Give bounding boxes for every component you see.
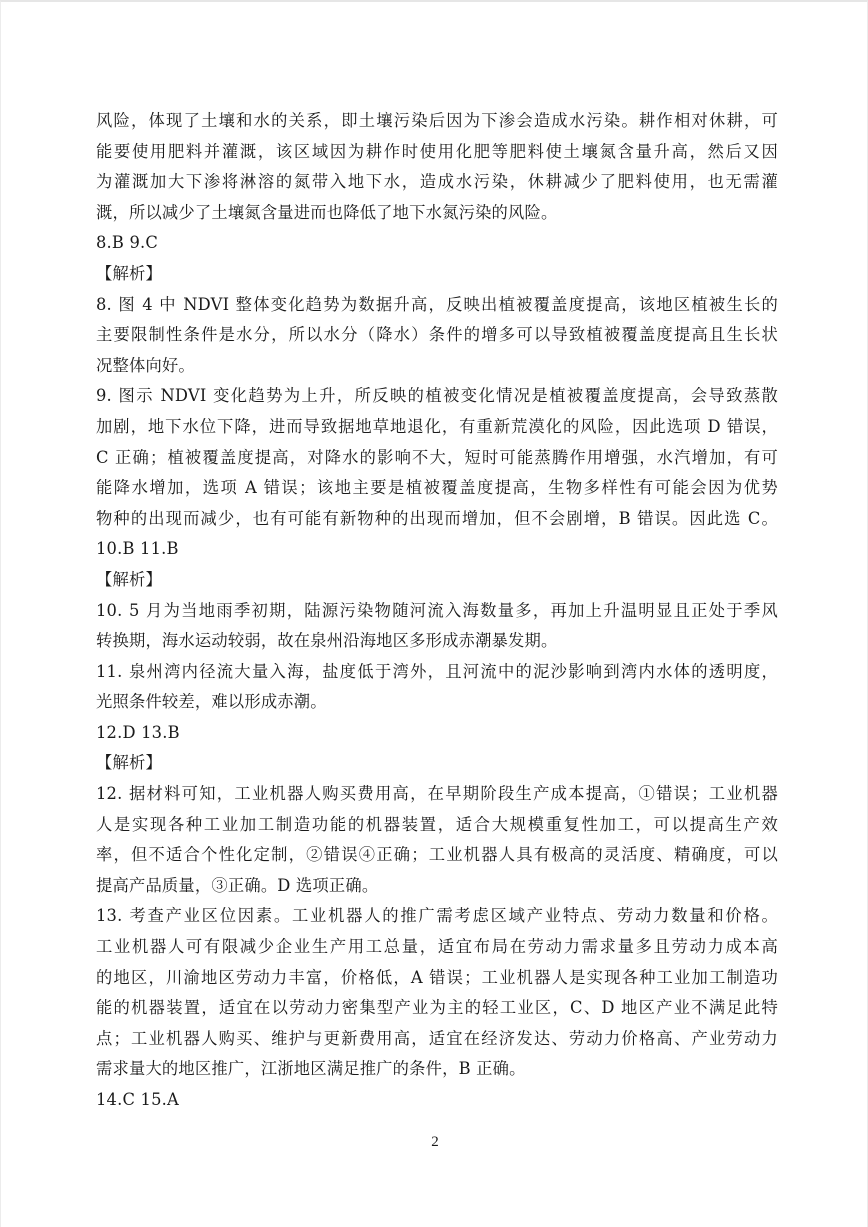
paragraph-line: 点；工业机器人购买、维护与更新费用高，适宜在经济发达、劳动力价格高、产业劳动力 — [96, 1028, 778, 1048]
paragraph-line: 能的机器装置，适宜在以劳动力密集型产业为主的轻工业区，C、D 地区产业不满足此特 — [96, 998, 778, 1018]
paragraph-line: 光照条件较差，难以形成赤潮。 — [96, 692, 327, 712]
answer-key-line: 10.B 11.B — [96, 539, 179, 559]
paragraph-line: 能降水增加，选项 A 错误；该地主要是植被覆盖度提高，生物多样性有可能会因为优势 — [96, 478, 778, 498]
paragraph-line: 11. 泉州湾内径流大量入海，盐度低于湾外，且河流中的泥沙影响到湾内水体的透明度， — [96, 661, 778, 681]
paragraph-line: 需求量大的地区推广，江浙地区满足推广的条件，B 正确。 — [96, 1059, 526, 1079]
paragraph-line: 的地区，川渝地区劳动力丰富，价格低，A 错误；工业机器人是实现各种工业加工制造功 — [96, 967, 778, 987]
answer-key-line: 14.C 15.A — [96, 1090, 179, 1109]
answer-key-line: 8.B 9.C — [96, 233, 159, 253]
document-body — [96, 106, 778, 1116]
paragraph-line: 13. 考查产业区位因素。工业机器人的推广需考虑区域产业特点、劳动力数量和价格。 — [96, 906, 778, 926]
paragraph-line: 能要使用肥料并灌溉，该区域因为耕作时使用化肥等肥料使土壤氮含量升高，然后又因 — [96, 141, 778, 161]
paragraph-line: 9. 图示 NDVI 变化趋势为上升，所反映的植被变化情况是植被覆盖度提高，会导致蒸散 — [96, 386, 778, 406]
paragraph-line: 况整体向好。 — [96, 355, 195, 375]
paragraph-line: 提高产品质量，③正确。D 选项正确。 — [96, 875, 379, 895]
analysis-heading: 【解析】 — [96, 263, 162, 283]
paragraph-line: 率，但不适合个性化定制，②错误④正确；工业机器人具有极高的灵活度、精确度，可以 — [96, 845, 778, 865]
paragraph-line: 加剧，地下水位下降，进而导致据地草地退化，有重新荒漠化的风险，因此选项 D 错误， — [96, 416, 778, 436]
paragraph-line: 8. 图 4 中 NDVI 整体变化趋势为数据升高，反映出植被覆盖度提高，该地区植被生长的 — [96, 294, 778, 314]
page-number: 2 — [431, 1134, 439, 1150]
paragraph-line: C 正确；植被覆盖度提高，对降水的影响不大，短时可能蒸腾作用增强，水汽增加，有可 — [96, 447, 778, 467]
paragraph-line: 为灌溉加大下渗将淋溶的氮带入地下水，造成水污染，休耕减少了肥料使用，也无需灌 — [96, 172, 778, 192]
paragraph-line: 转换期，海水运动较弱，故在泉州沿海地区多形成赤潮暴发期。 — [96, 631, 558, 651]
answer-key-line: 12.D 13.B — [96, 722, 180, 742]
paragraph-line: 风险，体现了土壤和水的关系，即土壤污染后因为下渗会造成水污染。耕作相对休耕，可 — [96, 111, 778, 130]
paragraph-line: 溉，所以减少了土壤氮含量进而也降低了地下水氮污染的风险。 — [96, 202, 558, 222]
paragraph-line: 物种的出现而减少，也有可能有新物种的出现而增加，但不会剧增，B 错误。因此选 C。 — [96, 508, 778, 528]
paragraph-line: 10. 5 月为当地雨季初期，陆源污染物随河流入海数量多，再加上升温明显且正处于季风 — [96, 600, 778, 620]
paragraph-line: 工业机器人可有限减少企业生产用工总量，适宜布局在劳动力需求量多且劳动力成本高 — [96, 937, 778, 957]
analysis-heading: 【解析】 — [96, 753, 162, 773]
paragraph-line: 主要限制性条件是水分，所以水分（降水）条件的增多可以导致植被覆盖度提高且生长状 — [96, 325, 778, 345]
paragraph-line: 12. 据材料可知，工业机器人购买费用高，在早期阶段生产成本提高，①错误；工业机器 — [96, 784, 778, 804]
analysis-heading: 【解析】 — [96, 569, 162, 589]
paragraph-line: 人是实现各种工业加工制造功能的机器装置，适合大规模重复性加工，可以提高生产效 — [96, 814, 778, 834]
